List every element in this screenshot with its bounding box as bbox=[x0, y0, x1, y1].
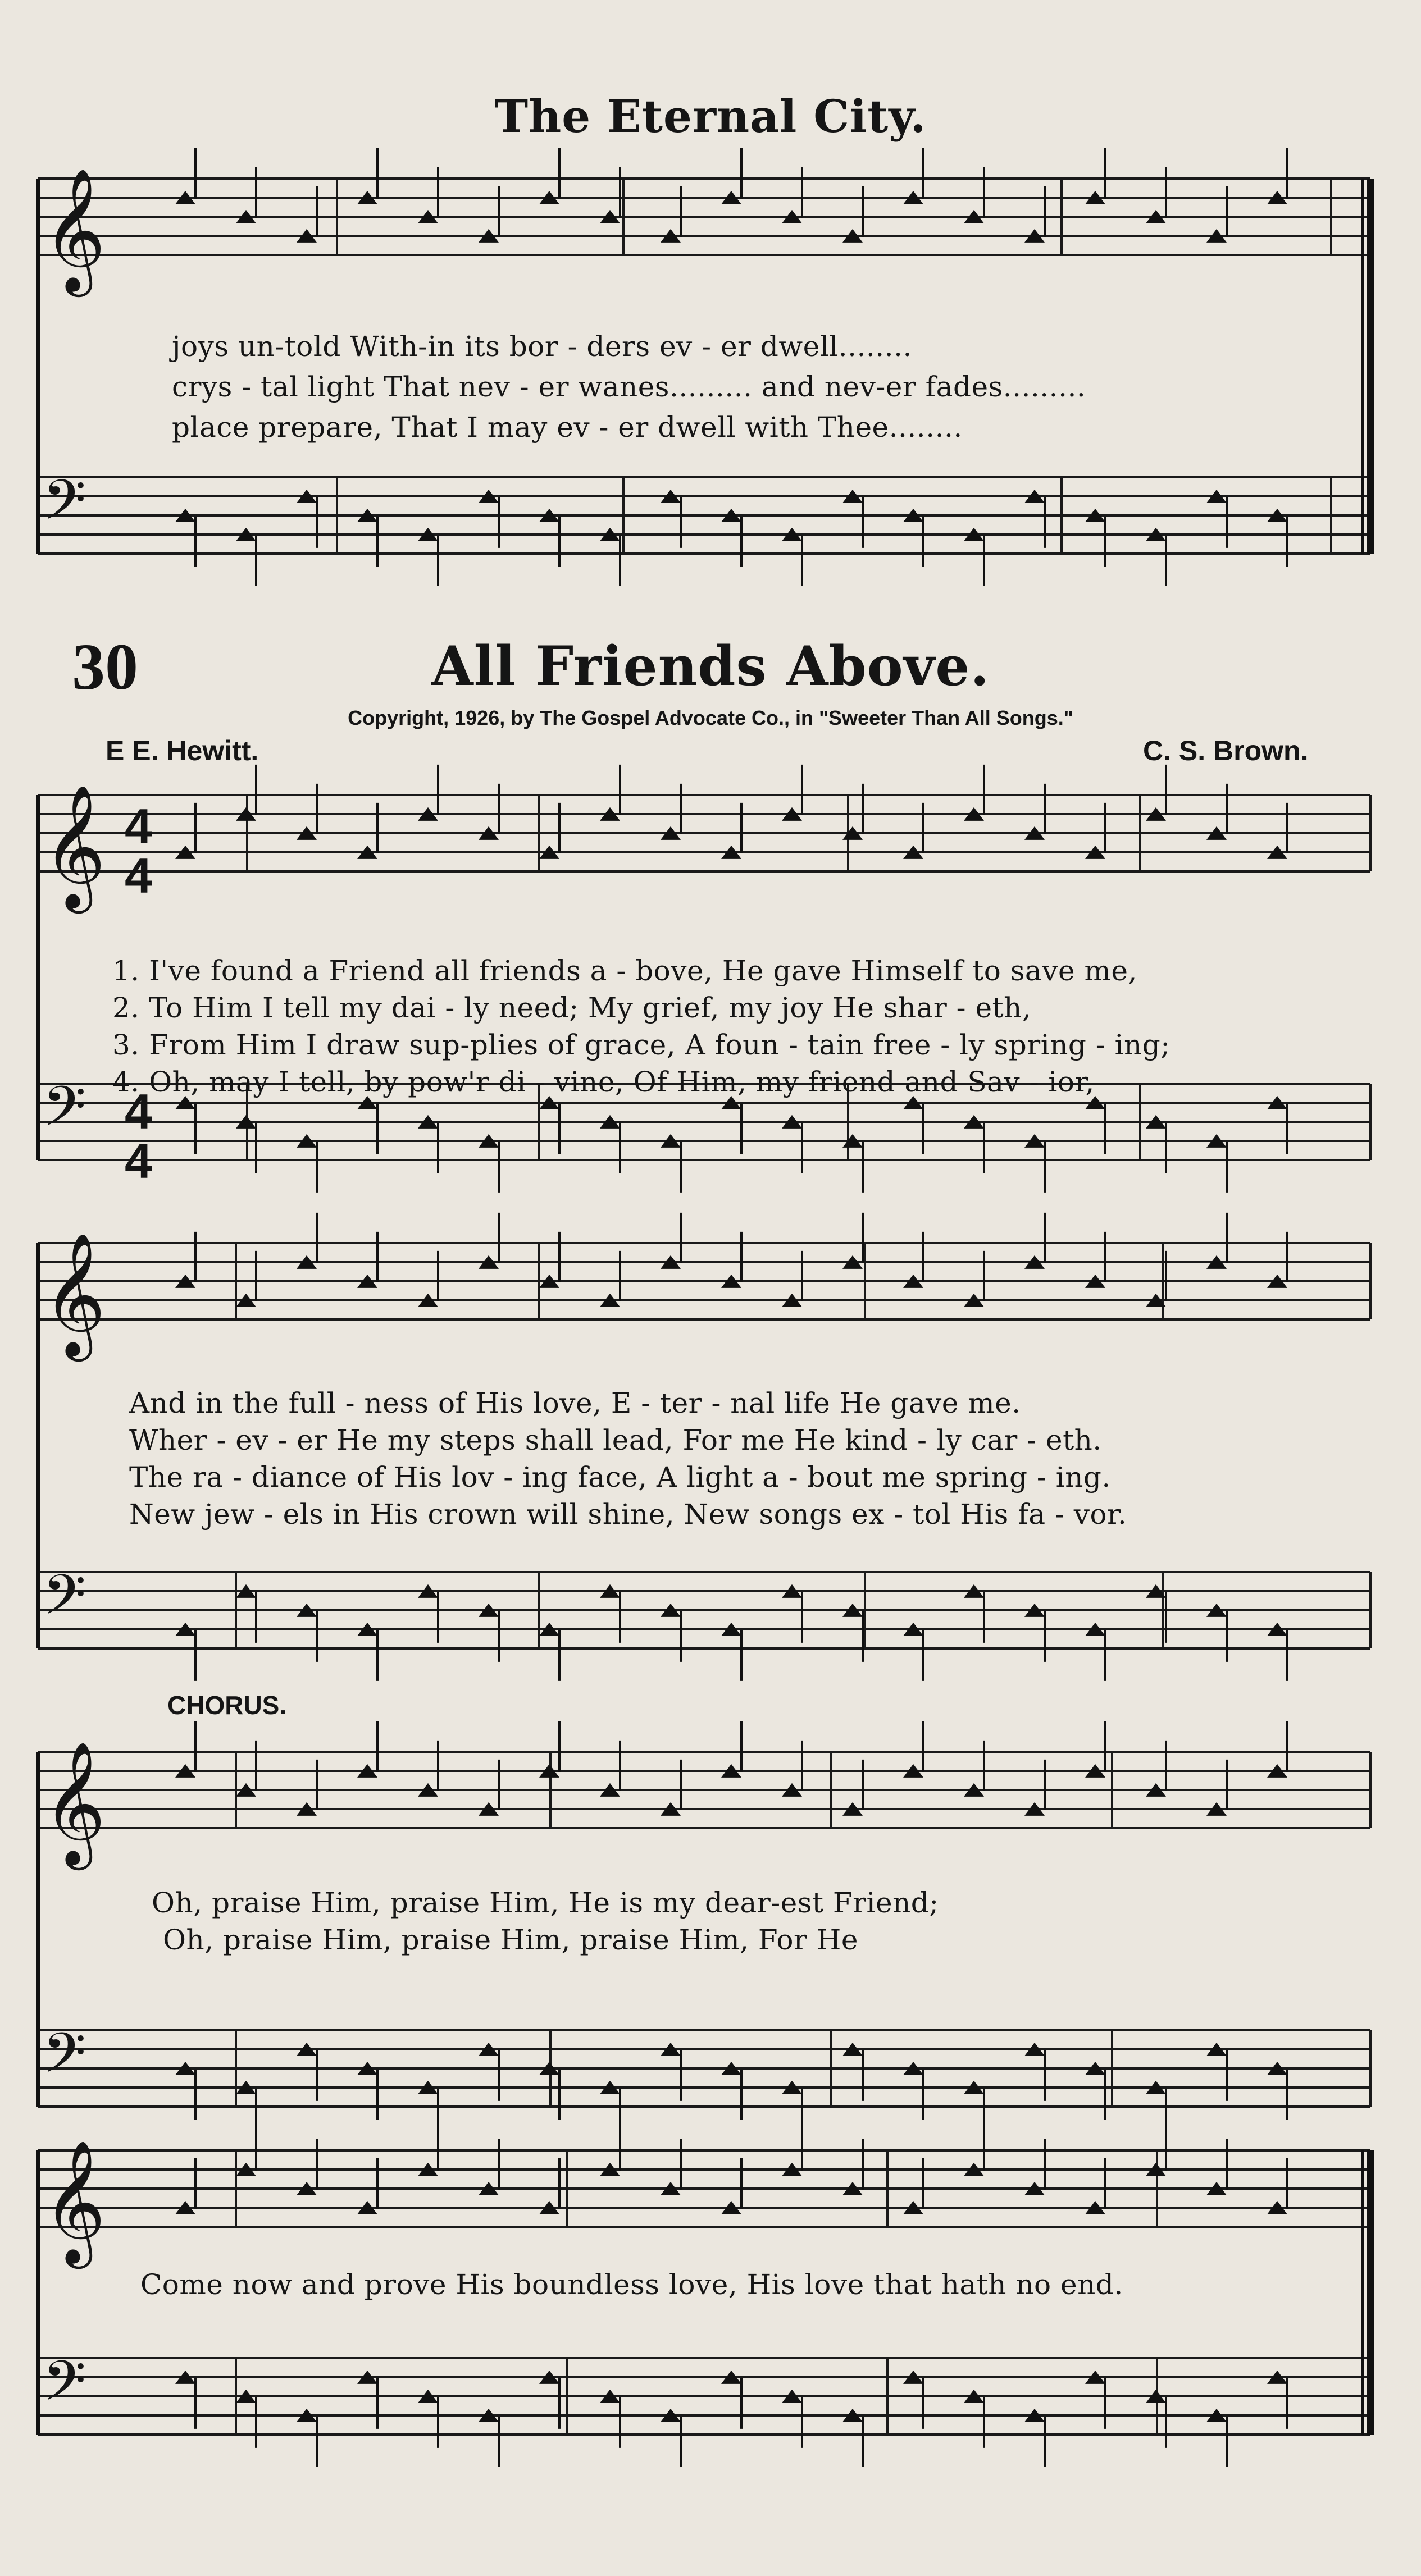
verse-3-line-b: The ra - diance of His lov - ing face, A light a - bout me spring - ing. bbox=[129, 1461, 1111, 1493]
treble-clef-icon: 𝄞 bbox=[43, 1232, 106, 1356]
chorus-line-1-alt: Oh, praise Him, praise Him, praise Him, For He bbox=[163, 1924, 858, 1956]
verse-1-line-a: 1. I've found a Friend all friends a - bove, He gave Himself to save me, bbox=[112, 954, 1137, 987]
verse-4-line-a: 4. Oh, may I tell, by pow'r di - vine, Of Him, my friend and Sav - ior, bbox=[112, 1066, 1095, 1098]
treble-clef-icon: 𝄞 bbox=[43, 1741, 106, 1865]
bass-clef-icon: 𝄢 bbox=[43, 1563, 86, 1641]
time-signature-treble bbox=[125, 798, 152, 903]
time-sig-top-bass: 4 bbox=[125, 1084, 152, 1139]
bass-clef-icon: 𝄢 bbox=[43, 468, 86, 546]
bass-clef-icon: 𝄢 bbox=[43, 2349, 86, 2427]
copyright-notice: Copyright, 1926, by The Gospel Advocate Co., in "Sweeter Than All Songs." bbox=[348, 706, 1073, 729]
verse-2-line-b: Wher - ev - er He my steps shall lead, For me He kind - ly car - eth. bbox=[129, 1424, 1102, 1456]
treble-clef-icon: 𝄞 bbox=[43, 2139, 106, 2263]
bass-clef-icon: 𝄢 bbox=[43, 2021, 86, 2099]
prev-lyric-line-2: crys - tal light That nev - er wanes......... and nev-er fades......... bbox=[172, 371, 1086, 403]
time-signature-bass bbox=[125, 1084, 152, 1189]
chorus-line-1: Oh, praise Him, praise Him, He is my dear-est Friend; bbox=[152, 1887, 939, 1919]
time-sig-top: 4 bbox=[125, 798, 152, 854]
chorus-line-2: Come now and prove His boundless love, His love that hath no end. bbox=[140, 2268, 1123, 2301]
bass-clef-icon: 𝄢 bbox=[43, 1075, 86, 1153]
verse-3-line-a: 3. From Him I draw sup-plies of grace, A foun - tain free - ly spring - ing; bbox=[112, 1029, 1170, 1061]
time-sig-bottom-bass: 4 bbox=[125, 1133, 152, 1189]
composer-credit: C. S. Brown. bbox=[1143, 735, 1309, 766]
treble-clef-icon: 𝄞 bbox=[43, 167, 106, 291]
hymn-title: All Friends Above. bbox=[431, 634, 990, 698]
chorus-label: CHORUS. bbox=[167, 1691, 287, 1720]
lyricist-credit: E E. Hewitt. bbox=[106, 735, 259, 766]
prev-lyric-line-1: joys un-told With-in its bor - ders ev - er dwell........ bbox=[172, 330, 912, 363]
verse-2-line-a: 2. To Him I tell my dai - ly need; My grief, my joy He shar - eth, bbox=[112, 992, 1032, 1024]
prev-hymn-title: The Eternal City. bbox=[494, 90, 927, 143]
time-sig-bottom: 4 bbox=[125, 848, 152, 903]
verse-4-line-b: New jew - els in His crown will shine, New songs ex - tol His fa - vor. bbox=[129, 1498, 1127, 1531]
hymn-number: 30 bbox=[72, 630, 138, 704]
verse-1-line-b: And in the full - ness of His love, E - ter - nal life He gave me. bbox=[129, 1387, 1021, 1419]
treble-clef-icon: 𝄞 bbox=[43, 784, 106, 908]
prev-lyric-line-3: place prepare, That I may ev - er dwell with Thee........ bbox=[172, 411, 963, 444]
